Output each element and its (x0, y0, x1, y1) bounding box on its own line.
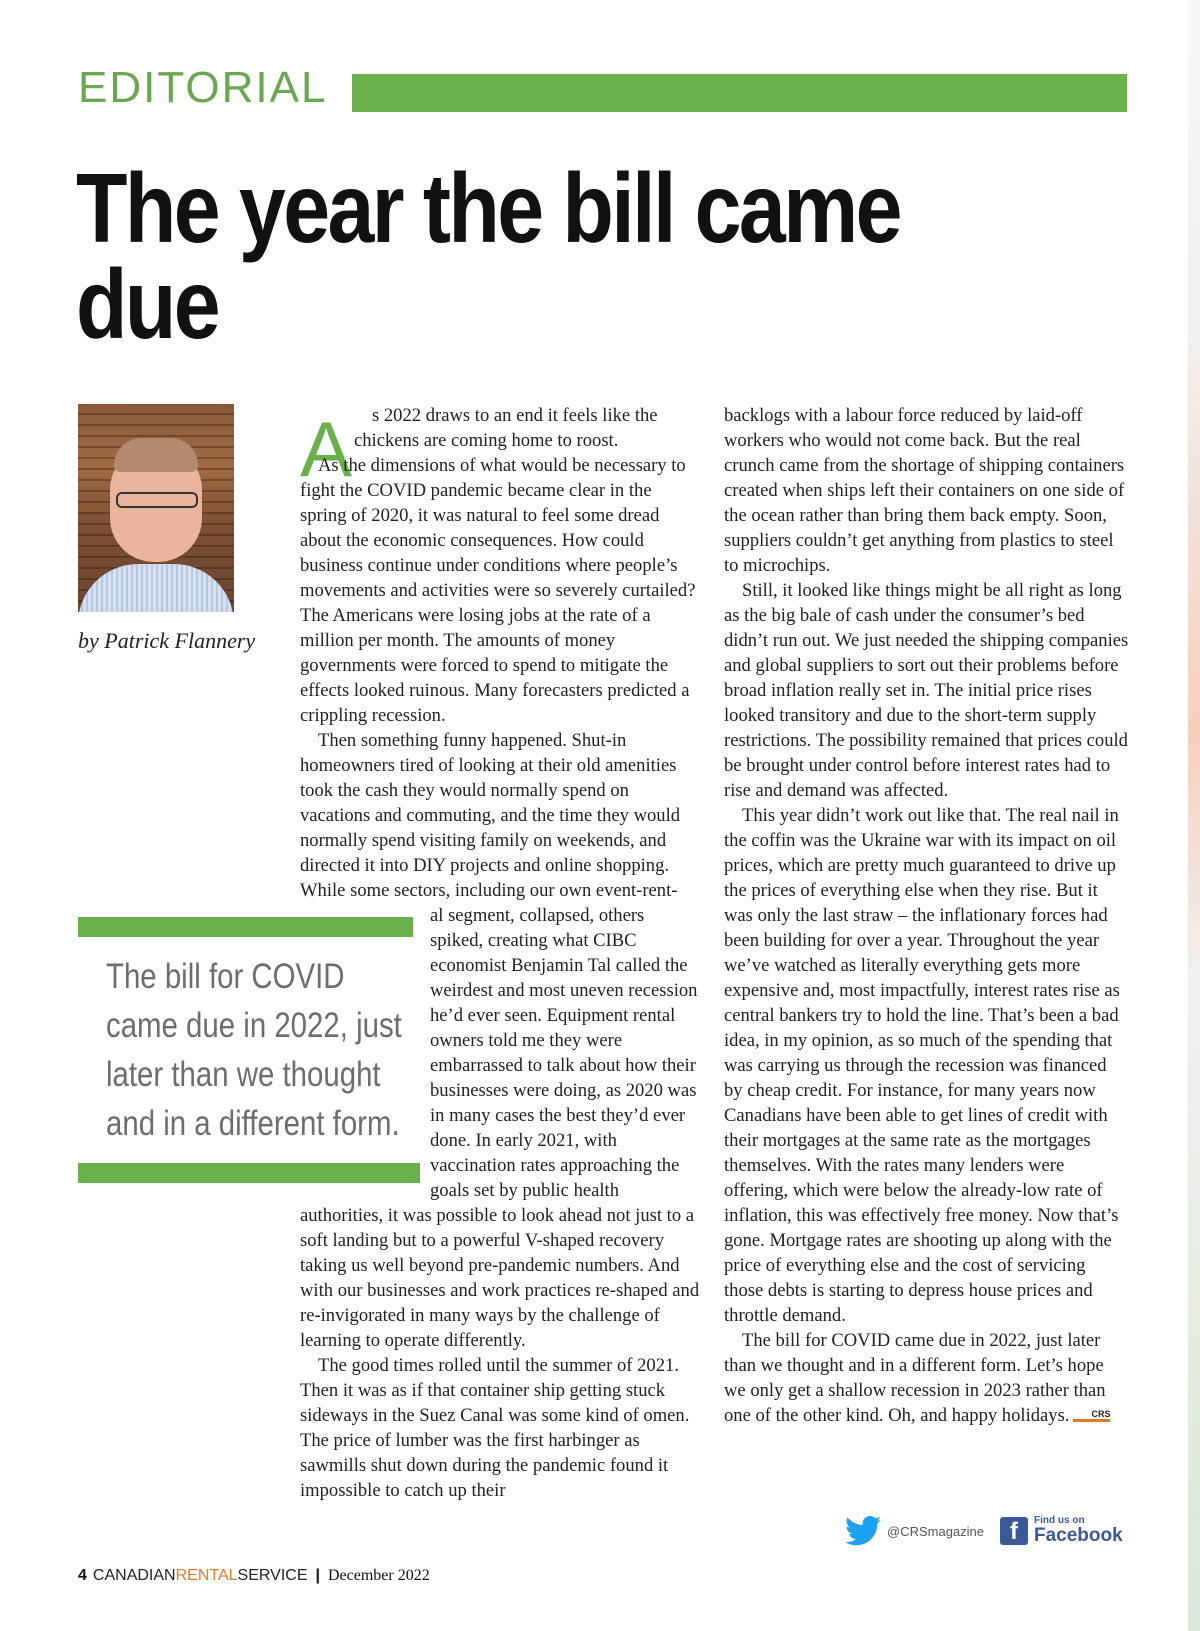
column-1-middle (430, 903, 700, 1203)
byline: by Patrick Flannery (78, 628, 256, 653)
publication-name-part2: RENTAL (175, 1567, 238, 1584)
facebook-small-text: Find us on (1034, 1515, 1085, 1526)
column-1-bottom (300, 1203, 700, 1503)
footer (78, 1567, 430, 1585)
facebook-big-text: Facebook (1034, 1525, 1123, 1546)
publication-name-part3: SERVICE (237, 1567, 308, 1584)
facebook-link[interactable] (1000, 1516, 1123, 1545)
twitter-handle: @CRSmagazine (887, 1523, 985, 1539)
author-photo (78, 404, 234, 612)
section-bar (352, 74, 1127, 112)
footer-separator: | (315, 1567, 320, 1584)
paragraph: The good times rolled until the summer of 2021. Then it was as if that container ship getting stuck sideways in the Suez Canal was some kind of omen. The price of lumber was the first harbinger as sawmills shut down during the pandemic found it impossible to catch up their (300, 1355, 690, 1501)
column-2 (724, 403, 1129, 1428)
pullquote: The bill for COVID came due in 2022, just later than we thought and in a different form. (106, 957, 402, 1143)
pullquote-bar-bottom (78, 1163, 420, 1183)
twitter-link[interactable] (845, 1516, 984, 1546)
section-label: EDITORIAL (78, 63, 328, 112)
issue-date: December 2022 (327, 1567, 430, 1584)
page-number: 4 (78, 1567, 87, 1584)
paragraph-text: The bill for COVID came due in 2022, just later than we thought and in a different form. Let’s hope we only get a shallow recession in 2023 rather than one of the other kind. Oh, and happy holidays. (724, 1330, 1106, 1426)
paragraph: This year didn’t work out like that. The real nail in the coffin was the Ukraine war with its impact on oil prices, which are pretty much guaranteed to drive up the prices of everything else when they rise. But it was only the last straw – the inflationary forces had been building for over a year. Throughout the year we’ve watched as literally everything gets more expensive and, most impactfully, interest rates rise as central bankers try to hold the line. That’s been a bad idea, in my opinion, as so much of the spending that was carrying us through the recession was financed by cheap credit. For instance, for many years now Canadians have been able to get lines of credit with their mortgages at the same rate as the mortgages themselves. With the rates many lenders were offering, which were below the already-low rate of inflation, this was effectively free money. Now that’s gone. Mortgage rates are shooting up along with the price of everything else and the cost of servicing those debts is starting to depress house prices and throttle demand. (724, 805, 1120, 1326)
facebook-icon: f (1000, 1517, 1028, 1545)
twitter-icon (845, 1516, 881, 1546)
pullquote-bar-top (78, 917, 413, 937)
drop-cap: A (300, 405, 353, 493)
end-mark: CRS (1073, 1409, 1110, 1422)
paragraph: As the dimensions of what would be necessary to fight the COVID pandemic became clear in the spring of 2020, it was natural to feel some dread about the economic consequences. How could business continue under conditions where people’s movements and activities were so severely curtailed? The Americans were losing jobs at the rate of a million per month. The amounts of money governments were forced to spend to mitigate the effects looked ruinous. Many forecasters predicted a crippling recession. (300, 455, 696, 726)
page-edge (1188, 0, 1200, 1631)
paragraph: backlogs with a labour force reduced by laid-off workers who would not come back. But the real crunch came from the shortage of shipping containers created when ships left their containers on one side of the ocean rather than bring them back empty. Soon, suppliers couldn’t get anything from plastics to steel to microchips. (724, 405, 1125, 576)
column-1-top (300, 403, 700, 903)
paragraph: Still, it looked like things might be all right as long as the big bale of cash under the consumer’s bed didn’t run out. We just needed the shipping companies and global suppliers to sort out their problems before broad inflation really set in. The initial price rises looked transitory and due to the short-term supply restrictions. The possibility remained that prices could be brought under control before interest rates had to rise and demand was affected. (724, 580, 1129, 801)
headline: The year the bill came due (76, 153, 900, 359)
paragraph: s 2022 draws to an end it feels like the chickens are coming home to roost. (354, 405, 658, 451)
paragraph-last (724, 1328, 1129, 1428)
paragraph: Then something funny happened. Shut-in homeowners tired of looking at their old amenities took the cash they would normally spend on vacations and commuting, and the time they would normally spend visiting family on weekends, and directed it into DIY projects and online shopping. While some sectors, including our own event-rent- (300, 730, 681, 901)
paragraph: authorities, it was possible to look ahead not just to a soft landing but to a powerful V-shaped recovery taking us well beyond pre-pandemic numbers. And with our businesses and work practices re-shaped and re-invigorated in many ways by the challenge of learning to operate differently. (300, 1205, 700, 1351)
publication-name-part1: CANADIAN (92, 1567, 176, 1584)
paragraph: al segment, collapsed, others spiked, creating what CIBC economist Benjamin Tal called the weirdest and most uneven recession he’d ever seen. Equipment rental owners told me they were embarrassed to talk about how their businesses were doing, as 2020 was in many cases the best they’d ever done. In early 2021, with vaccination rates approaching the goals set by public health (430, 905, 698, 1201)
